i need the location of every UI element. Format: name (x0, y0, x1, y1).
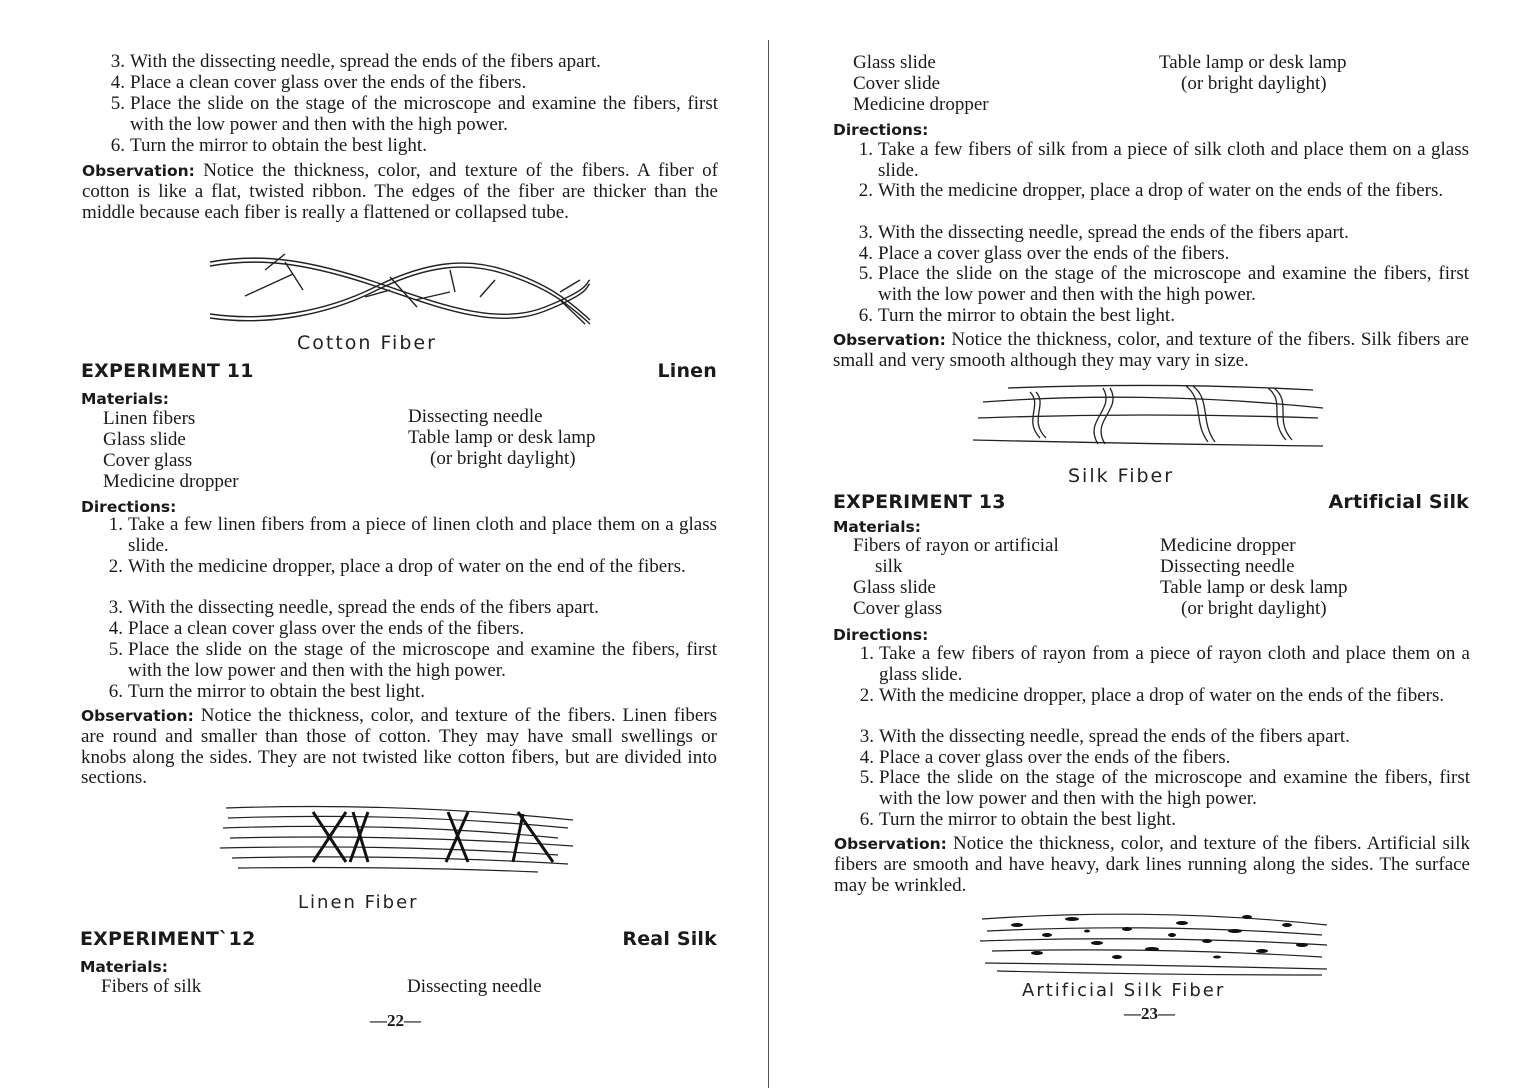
experiment-title: EXPERIMENT 11 (81, 360, 254, 382)
list-item (851, 223, 1469, 244)
step-number: 1. (859, 643, 874, 664)
cotton-fiber-drawing (205, 252, 595, 332)
step-number: 3. (859, 726, 874, 747)
step-number: 6. (110, 135, 125, 156)
material-item: Glass slide (853, 577, 936, 598)
observation-label: Observation: (81, 707, 194, 725)
step-number: 5. (859, 767, 874, 788)
materials-label: Materials: (81, 390, 169, 408)
material-item: Table lamp or desk lamp (1160, 577, 1348, 598)
list-item (852, 810, 1470, 831)
list-item (101, 640, 717, 682)
directions-label: Directions: (833, 626, 929, 644)
step-number: 2. (858, 180, 873, 201)
step-text: With the medicine dropper, place a drop of water on the ends of the fibers. (879, 685, 1445, 706)
step-text: Place a cover glass over the ends of the fibers. (878, 243, 1230, 264)
linen-fiber-drawing (218, 800, 580, 880)
figure-caption: Linen Fiber (298, 892, 419, 913)
step-number: 3. (108, 597, 123, 618)
experiment-header (81, 360, 717, 382)
material-item: Medicine dropper (103, 471, 239, 492)
observation-label: Observation: (834, 835, 947, 853)
observation-label: Observation: (82, 162, 195, 180)
list-item (101, 557, 717, 578)
list-item (852, 768, 1470, 810)
step-text: Take a few linen fibers from a piece of linen cloth and place them on a glass slide. (128, 514, 717, 556)
materials-label: Materials: (80, 958, 168, 976)
list-item (851, 264, 1469, 306)
material-item: (or bright daylight) (1181, 598, 1327, 619)
experiment-subject: Artificial Silk (1328, 491, 1469, 513)
figure-caption: Artificial Silk Fiber (1022, 980, 1226, 1001)
step-number: 6. (858, 305, 873, 326)
material-item: (or bright daylight) (1181, 73, 1327, 94)
step-number: 3. (858, 222, 873, 243)
experiment-title: EXPERIMENT`12 (80, 928, 256, 950)
material-item: Fibers of rayon or artificial (853, 535, 1059, 556)
list-item (103, 73, 718, 94)
observation-paragraph (81, 706, 717, 789)
list-item (852, 727, 1470, 748)
step-number: 1. (858, 139, 873, 160)
material-item: (or bright daylight) (430, 448, 576, 469)
step-text: Turn the mirror to obtain the best light. (879, 809, 1176, 830)
material-item: silk (875, 556, 903, 577)
material-item: Glass slide (853, 52, 936, 73)
step-number: 6. (859, 809, 874, 830)
material-item: Medicine dropper (853, 94, 989, 115)
step-text: Place a clean cover glass over the ends of the fibers. (130, 72, 527, 93)
list-item (852, 644, 1470, 686)
step-text: With the dissecting needle, spread the ends of the fibers apart. (130, 51, 601, 72)
step-text: Place the slide on the stage of the microscope and examine the fibers, first with the low power and then with the high power. (128, 639, 717, 681)
step-number: 2. (859, 685, 874, 706)
step-text: Place the slide on the stage of the microscope and examine the fibers, first with the low power and then with the high power. (130, 93, 718, 135)
experiment-subject: Linen (657, 360, 717, 382)
experiment-header (80, 928, 717, 950)
material-item: Dissecting needle (408, 406, 543, 427)
material-item: Table lamp or desk lamp (1159, 52, 1347, 73)
material-item: Glass slide (103, 429, 186, 450)
observation-text: Notice the thickness, color, and texture of the fibers. Silk fibers are small and very smooth although they may vary in size. (833, 329, 1469, 371)
material-item: Table lamp or desk lamp (408, 427, 596, 448)
step-number: 4. (858, 243, 873, 264)
step-text: With the dissecting needle, spread the ends of the fibers apart. (128, 597, 599, 618)
material-item: Linen fibers (103, 408, 196, 429)
page-gutter (768, 40, 769, 1088)
step-number: 5. (110, 93, 125, 114)
list-item (103, 136, 718, 157)
step-text: Take a few fibers of silk from a piece of silk cloth and place them on a glass slide. (878, 139, 1469, 181)
step-text: Place a cover glass over the ends of the fibers. (879, 747, 1231, 768)
list-item (101, 682, 717, 703)
step-number: 3. (110, 51, 125, 72)
experiment-subject: Real Silk (622, 928, 717, 950)
step-text: Turn the mirror to obtain the best light. (128, 681, 425, 702)
right-page (772, 0, 1538, 1088)
silk-fiber-drawing (968, 380, 1330, 455)
step-text: Place the slide on the stage of the microscope and examine the fibers, first with the low power and then with the high power. (878, 263, 1469, 305)
list-item (851, 306, 1469, 327)
step-number: 6. (108, 681, 123, 702)
step-text: Place a clean cover glass over the ends of the fibers. (128, 618, 525, 639)
list-item (851, 244, 1469, 265)
material-item: Cover slide (853, 73, 941, 94)
experiment-title: EXPERIMENT 13 (833, 491, 1006, 513)
list-item (101, 598, 717, 619)
observation-text: Notice the thickness, color, and texture of the fibers. A fiber of cotton is like a flat, twisted ribbon. The edges of the fiber are thicker than the middle because each fiber is really a flattened or collapsed tube. (82, 160, 718, 223)
experiment-header (833, 491, 1469, 513)
material-item: Fibers of silk (101, 976, 202, 997)
material-item: Cover glass (853, 598, 943, 619)
directions-label: Directions: (81, 498, 177, 516)
figure-caption: Cotton Fiber (297, 332, 437, 354)
step-text: Take a few fibers of rayon from a piece of rayon cloth and place them on a glass slide. (879, 643, 1470, 685)
step-number: 4. (110, 72, 125, 93)
list-item (101, 515, 717, 557)
step-number: 5. (858, 263, 873, 284)
material-item: Medicine dropper (1160, 535, 1296, 556)
observation-paragraph (82, 161, 718, 223)
list-item (852, 686, 1470, 707)
step-text: Place the slide on the stage of the microscope and examine the fibers, first with the low power and then with the high power. (879, 767, 1470, 809)
observation-text: Notice the thickness, color, and texture of the fibers. Artificial silk fibers are smooth and have heavy, dark lines running along the sides. The surface may be wrinkled. (834, 833, 1470, 896)
step-number: 5. (108, 639, 123, 660)
step-text: With the dissecting needle, spread the ends of the fibers apart. (879, 726, 1350, 747)
list-item (101, 619, 717, 640)
material-item: Cover glass (103, 450, 193, 471)
step-number: 1. (108, 514, 123, 535)
list-item (103, 52, 718, 73)
step-text: With the dissecting needle, spread the ends of the fibers apart. (878, 222, 1349, 243)
figure-caption: Silk Fiber (1068, 465, 1175, 487)
observation-paragraph (834, 834, 1470, 896)
page-number: —22— (370, 1011, 421, 1030)
left-page (0, 0, 768, 1088)
materials-label: Materials: (833, 518, 921, 536)
observation-text: Notice the thickness, color, and texture of the fibers. Linen fibers are round and smaller than those of cotton. They may have small swellings or knobs along the sides. They are not twisted like cotton fibers, but are divided into sections. (81, 705, 717, 789)
step-number: 2. (108, 556, 123, 577)
step-number: 4. (108, 618, 123, 639)
step-number: 4. (859, 747, 874, 768)
step-text: With the medicine dropper, place a drop of water on the end of the fibers. (128, 556, 686, 577)
artificial-silk-fiber-drawing (977, 905, 1332, 977)
observation-label: Observation: (833, 331, 946, 349)
list-item (851, 181, 1469, 202)
list-item (852, 748, 1470, 769)
material-item: Dissecting needle (1160, 556, 1295, 577)
list-item (851, 140, 1469, 182)
material-item: Dissecting needle (407, 976, 542, 997)
step-text: Turn the mirror to obtain the best light. (878, 305, 1175, 326)
page-number: —23— (1124, 1004, 1175, 1023)
step-text: Turn the mirror to obtain the best light. (130, 135, 427, 156)
observation-paragraph (833, 330, 1469, 372)
list-item (103, 94, 718, 136)
step-text: With the medicine dropper, place a drop of water on the ends of the fibers. (878, 180, 1444, 201)
directions-label: Directions: (833, 121, 929, 139)
